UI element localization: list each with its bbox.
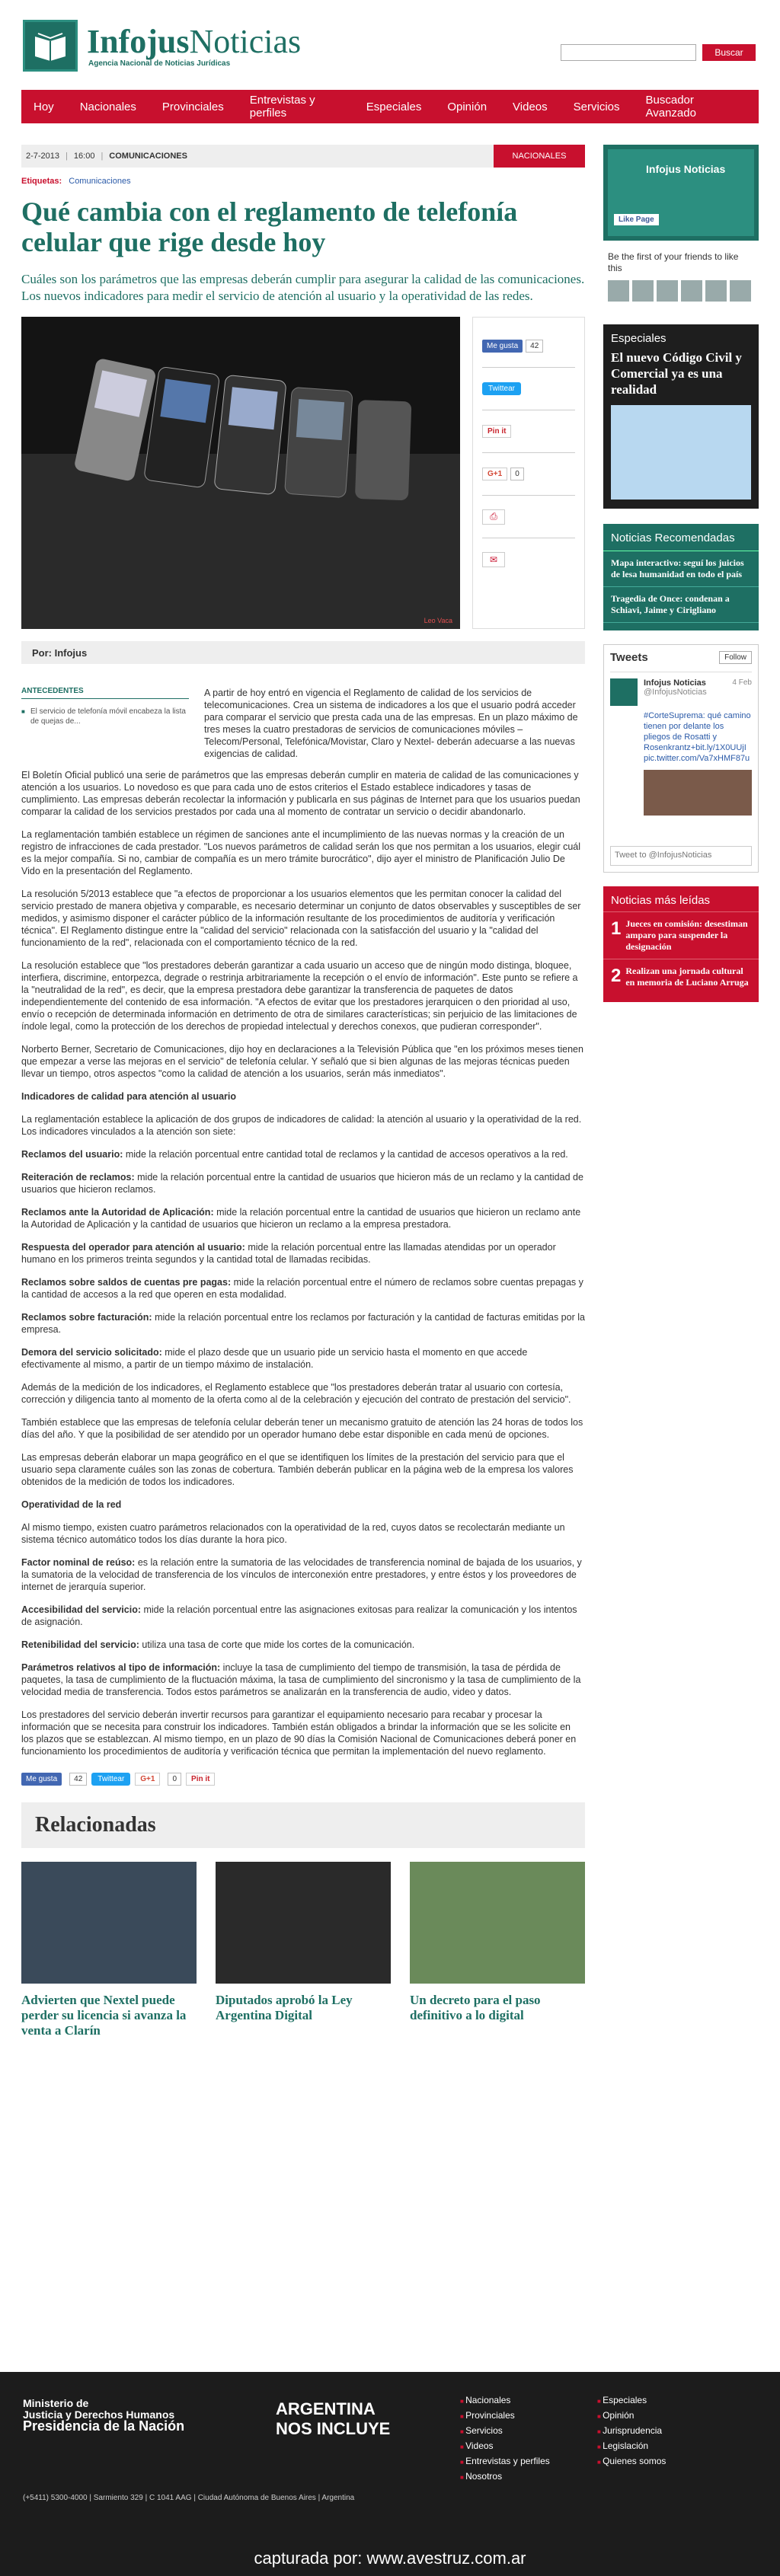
masleidas-header: Noticias más leídas (611, 894, 711, 907)
ministerio-line: Justicia y Derechos Humanos (23, 2408, 175, 2421)
main-content (21, 145, 585, 2038)
argentina-logo (276, 2399, 390, 2439)
masleida-title[interactable]: Jueces en comisión: desestiman amparo para suspender la designación (625, 918, 748, 952)
indicator-term: Reclamos del usuario: (21, 1149, 123, 1160)
capture-credit: capturada por: www.avestruz.com.ar (254, 2549, 526, 2568)
antecedentes-title: ANTECEDENTES (21, 687, 189, 699)
share-panel (472, 317, 585, 629)
tags-label: Etiquetas: (21, 177, 62, 186)
indicator-desc: mide la relación porcentual entre la cantidad de usuarios que hicieron más de un reclamo y la cantidad de usuarios que hicieron reclamos. (21, 1172, 583, 1195)
google-plus-count: 0 (168, 1773, 181, 1786)
google-plus-button[interactable]: G+1 (135, 1773, 160, 1786)
indicator-item (21, 1276, 585, 1301)
indicator-desc: mide la relación porcentual entre la cantidad de usuarios que hicieron un reclamo ante la Autoridad de Aplicación y la cantidad de usuarios que hicieron un reclamo a la empresa prestadora. (21, 1207, 581, 1230)
separator: | (101, 152, 104, 161)
masleida-title[interactable]: Realizan una jornada cultural en memoria de Luciano Arruga (625, 966, 749, 988)
article-subtitle: Cuáles son los parámetros que las empresas deberán cumplir para asegurar la calidad de las comunicaciones. Los nuevos indicadores para medir el servicio de atención al usuario y la operatividad de las redes. (21, 272, 585, 303)
twitter-share-button[interactable]: Twittear (482, 382, 521, 395)
indicator-item (21, 1206, 585, 1231)
footer-link[interactable]: ■ Quienes somos (597, 2456, 719, 2466)
recomendada-link[interactable]: Tragedia de Once: condenan a Schiavi, Jaime y Cirigliano (603, 587, 759, 623)
facebook-page-box[interactable] (603, 145, 759, 241)
article-section: COMUNICACIONES (109, 152, 187, 161)
ministerio-line: Presidencia de la Nación (23, 2418, 185, 2434)
masleida-rank: 2 (611, 966, 622, 986)
indicator-term: Reiteración de reclamos: (21, 1172, 135, 1183)
antecedentes-box (21, 687, 189, 760)
indicator-item (21, 1311, 585, 1336)
indicator-term: Parámetros relativos al tipo de información: (21, 1662, 221, 1673)
logo-title: InfojusNoticias (87, 22, 302, 60)
indicator-item (21, 1556, 585, 1593)
article-paragraph: Los prestadores del servicio deberán invertir recursos para garantizar el equipamiento necesario para recabar y procesar la información que se necesita para construir los indicadores. También están obligados a brindar la información que se les solicite en los plazos que se establezcan. Al mismo tiempo, en un plazo de 90 días la Comisión Nacional de Comunicaciones deberá poner en funcionamiento los procedimientos de auditoría y verificación técnica que permitan la implementación del nuevo reglamento. (21, 1709, 577, 1757)
indicator-term: Reclamos sobre saldos de cuentas pre pagas: (21, 1277, 232, 1288)
section-heading: Operatividad de la red (21, 1499, 122, 1510)
indicator-item (21, 1604, 585, 1628)
logo-subtitle: Agencia Nacional de Noticias Jurídicas (88, 59, 231, 68)
article-date: 2-7-2013 (26, 152, 60, 161)
recomendada-link[interactable]: Mapa interactivo: seguí los juicios de lesa humanidad en todo el país (603, 551, 759, 587)
facebook-friends (603, 280, 759, 302)
indicator-term: Factor nominal de reúso: (21, 1557, 136, 1568)
indicator-desc: mide el plazo desde que un usuario pide un servicio hasta el momento en que accede efectivamente al mismo, a partir de un tiempo máximo de instalación. (21, 1347, 528, 1370)
article-photo (21, 317, 460, 629)
indicator-item (21, 1639, 585, 1651)
indicator-item (21, 1171, 585, 1195)
tweets-title: Tweets (610, 651, 648, 664)
pinterest-button[interactable]: Pin it (186, 1773, 215, 1786)
nav-item[interactable]: Hoy (34, 100, 54, 113)
nav-item[interactable]: Provinciales (161, 100, 224, 113)
site-header (0, 0, 780, 87)
tag-link[interactable]: Comunicaciones (69, 177, 131, 186)
print-icon[interactable]: ⎙ (482, 509, 505, 525)
logo-book-icon (23, 20, 78, 72)
especiales-title[interactable]: El nuevo Código Civil y Comercial ya es una realidad (611, 350, 742, 397)
ministerio-logo[interactable] (23, 2398, 184, 2432)
indicator-desc: mide la relación porcentual entre los reclamos por facturación y la cantidad de facturas emitidas por la empresa. (21, 1312, 585, 1335)
tweet-to-input[interactable]: Tweet to @InfojusNoticias (610, 846, 752, 866)
related-grid (21, 1862, 585, 2038)
sidebar (603, 145, 759, 1002)
site-footer (0, 2372, 780, 2576)
footer-link[interactable]: ■ Provinciales (460, 2410, 597, 2421)
nav-item[interactable]: Opinión (447, 100, 488, 113)
footer-links (460, 2395, 719, 2482)
facebook-page-name: Infojus Noticias (646, 163, 726, 175)
antecedentes-link[interactable]: ■ El servicio de telefonía móvil encabeza la lista de quejas de... (21, 707, 189, 726)
tags-row (21, 177, 585, 186)
footer-link[interactable]: ■ Nosotros (460, 2471, 597, 2482)
related-image[interactable] (21, 1862, 197, 1984)
related-title[interactable]: Diputados aprobó la Ley Argentina Digital (216, 1993, 353, 2022)
indicator-item (21, 1241, 585, 1266)
tweet-author[interactable]: Infojus Noticias (644, 678, 706, 688)
indicator-item (21, 1346, 585, 1371)
avatar (730, 280, 751, 302)
tweet-text[interactable]: #CorteSuprema: qué camino tienen por delante los pliegos de Rosatti y Rosenkrantz+bit.ly/1X0UUjI pic.twitter.com/Va7xHMF87u (644, 711, 751, 763)
footer-link[interactable]: ■ Opinión (597, 2410, 719, 2421)
article-paragraph: El Boletín Oficial publicó una serie de parámetros que las empresas deberán cumplir en materia de calidad de las comunicaciones y atención a los usuarios. Lo novedoso es que para cada uno de estos criterios el Estado establece indicadores y tasas de cumplimiento. Las empresas deberán recolectar la información y publicarla en sus páginas de Internet para que los usuarios puedan comparar la calidad de los servicios prestados por cada una al momento de contratar un servicio o decidir abandonarlo. (21, 770, 580, 817)
article-paragraph: Norberto Berner, Secretario de Comunicaciones, dijo hoy en declaraciones a la Televisión Pública que "en los próximos meses tienen que empezar a verse las mejoras en el servicio" de telefonía celular. Y señaló que si bien algunas de las mejoras técnicas pueden llevar un tiempo, otros aspectos "como la calidad de atención a los usuarios, serán más inmediatos". (21, 1044, 583, 1079)
article-paragraph: Al mismo tiempo, existen cuatro parámetros relacionados con la operatividad de la red, cuyos datos se recolectarán mediante un sistema técnico automático todos los días durante la hora pico. (21, 1522, 565, 1545)
main-nav (21, 90, 759, 123)
recomendadas-header: Noticias Recomendadas (603, 524, 759, 551)
search-input[interactable] (561, 44, 696, 61)
footer-link[interactable]: ■ Videos (460, 2440, 597, 2451)
search-button[interactable]: Buscar (702, 44, 756, 61)
facebook-like-button[interactable]: Me gusta (21, 1773, 62, 1786)
nav-item[interactable]: Nacionales (79, 100, 136, 113)
related-image[interactable] (410, 1862, 585, 1984)
section-tag[interactable]: NACIONALES (494, 145, 585, 168)
indicator-desc: mide la relación porcentual entre el número de reclamos sobre cuentas prepagas y la cantidad de accesos a la red que operen en esta modalidad. (21, 1277, 583, 1300)
masleida-rank: 1 (611, 918, 622, 939)
related-item[interactable] (21, 1862, 197, 2038)
photo-credit: Leo Vaca (424, 617, 452, 624)
indicator-item (21, 1148, 585, 1160)
search-bar (561, 44, 756, 61)
article-body (21, 769, 585, 1757)
indicator-term: Respuesta del operador para atención al usuario: (21, 1242, 245, 1253)
twitter-widget (603, 644, 759, 873)
related-title[interactable]: Un decreto para el paso definitivo a lo digital (410, 1993, 541, 2022)
indicator-term: Accesibilidad del servicio: (21, 1604, 142, 1615)
google-plus-button[interactable]: G+1 (482, 468, 507, 480)
article-lead: A partir de hoy entró en vigencia el Reglamento de calidad de los servicios de telecomunicaciones. Crea un sistema de indicadores a los que el usuario podrá acceder para comparar el servicio que presta cada una de las empresas. En un plazo máximo de tres meses la cuatro prestadoras de servicios de comunicaciones móviles –Telecom/Personal, Telefónica/Movistar, Claro y Nextel- deberán adecuarse a las nuevas exigencias de calidad. (204, 688, 578, 759)
facebook-like-button[interactable]: Me gusta (482, 340, 523, 353)
article-paragraph: La resolución 5/2013 establece que "a efectos de proporcionar a los usuarios elementos que les permitan conocer la calidad del servicio prestado de manera objetiva y comparable, es necesario determinar un conjunto de datos observables y susceptibles de ser medidos, y asimismo disponer el carácter público de la información resultante de los procedimientos de auditoría y verificación técnica". El Reglamento distingue entre la "calidad del servicio" relacionada con la satisfacción del usuario y la "calidad del funcionamiento de la red", relacionada con el comportamiento técnico de la red. (21, 889, 581, 948)
nav-item[interactable]: Videos (513, 100, 548, 113)
related-item[interactable] (216, 1862, 391, 2038)
footer-link[interactable]: ■ Nacionales (460, 2395, 597, 2405)
nav-item[interactable]: Especiales (366, 100, 422, 113)
article-author: Por: Infojus (21, 641, 585, 664)
google-plus-count: 0 (510, 468, 524, 480)
especiales-box[interactable] (603, 324, 759, 509)
footer-link[interactable]: ■ Especiales (597, 2395, 719, 2405)
twitter-share-button[interactable]: Twittear (91, 1773, 130, 1786)
avatar (608, 280, 629, 302)
avatar (632, 280, 654, 302)
masleidas-box (603, 886, 759, 1002)
especiales-image[interactable] (611, 405, 751, 500)
indicator-desc: utiliza una tasa de corte que mide los cortes de la comunicación. (139, 1639, 415, 1650)
related-header: Relacionadas (21, 1802, 585, 1848)
related-image[interactable] (216, 1862, 391, 1984)
nav-item[interactable]: Buscador Avanzado (645, 94, 696, 120)
footer-link[interactable]: ■ Jurisprudencia (597, 2425, 719, 2436)
facebook-page-text: Be the first of your friends to like this (608, 251, 739, 273)
nav-item[interactable]: Servicios (573, 100, 620, 113)
tweet-handle: @InfojusNoticias (644, 688, 707, 697)
email-icon[interactable]: ✉ (482, 552, 505, 567)
site-logo[interactable] (23, 20, 301, 72)
facebook-like-page-button[interactable]: Like Page (614, 214, 659, 225)
pinterest-button[interactable]: Pin it (482, 425, 511, 438)
footer-link[interactable]: ■ Legislación (597, 2440, 719, 2451)
masleida-item[interactable] (603, 959, 759, 994)
indicator-desc: mide la relación porcentual entre cantidad total de reclamos y la cantidad de accesos operativos a la red. (123, 1149, 568, 1160)
article-paragraph: Las empresas deberán elaborar un mapa geográfico en el que se identifiquen los límites de la prestación del servicio para que el usuario sepa claramente cuáles son las zonas de cobertura. También deberán publicar en la página web de la empresa los valores obtenidos de la medición de todos los indicadores. (21, 1452, 574, 1487)
masleida-item[interactable] (603, 911, 759, 959)
indicator-item (21, 1661, 585, 1698)
ministerio-line: Ministerio de (23, 2397, 89, 2409)
footer-link[interactable]: ■ Servicios (460, 2425, 597, 2436)
especiales-header: Especiales (611, 332, 667, 345)
section-heading: Indicadores de calidad para atención al usuario (21, 1091, 237, 1102)
facebook-like-count: 42 (526, 340, 543, 353)
separator: | (66, 152, 68, 161)
article-paragraph: La reglamentación también establece un régimen de sanciones ante el incumplimiento de las nuevas normas y la creación de un registro de infracciones de cada prestador. "Los nuevos parámetros de calidad serán los que nos permitan a los usuarios, elegir cuál es la mejor compañía. Si no, cambiar de compañía es un mero trámite burocrático", dijo ayer el ministro de Planificación Julio De Vido en la presentación del Reglamento. (21, 829, 581, 876)
indicator-term: Reclamos sobre facturación: (21, 1312, 152, 1323)
indicator-desc: es la relación entre la sumatoria de las velocidades de transferencia nominal de bajada de los usuarios, y la sumatoria de la velocidad de transferencia de los vínculos de interconexión entre prestadores, y entre éstos y los proveedores de internet de jerarquía superior. (21, 1557, 582, 1592)
avatar (610, 678, 638, 706)
article-paragraph: La reglamentación establece la aplicación de dos grupos de indicadores de calidad: la atención al usuario y la operatividad de la red. Los indicadores vinculados a la atención son siete: (21, 1114, 582, 1137)
avatar (705, 280, 727, 302)
indicator-desc: incluye la tasa de cumplimiento del tiempo de transmisión, la tasa de pérdida de paquetes, la tasa de cumplimiento de la fluctuación máxima, la tasa de cumplimiento del sincronismo y la tasa de cumplimiento de la velocidad media de transferencia. Todos estos parámetros se analizarán en la transferencia de audio, video y datos. (21, 1662, 581, 1697)
nav-item[interactable]: Entrevistas y perfiles (249, 94, 315, 120)
article-infobar (21, 145, 585, 168)
twitter-follow-button[interactable]: Follow (719, 651, 752, 664)
recomendadas-box (603, 524, 759, 630)
indicator-desc: mide la relación porcentual entre las llamadas atendidas por un operador humano en los primeros treinta segundos y la cantidad total de llamadas recibidas. (21, 1242, 556, 1265)
avatar (681, 280, 702, 302)
indicator-desc: mide la relación porcentual entre las asignaciones exitosas para realizar la comunicación y los intentos de asignación. (21, 1604, 577, 1627)
tweet-date: 4 Feb (732, 678, 752, 687)
footer-link[interactable]: ■ Entrevistas y perfiles (460, 2456, 597, 2466)
argentina-line: NOS INCLUYE (276, 2419, 391, 2438)
article-paragraph: También establece que las empresas de telefonía celular deberán tener un mecanismo gratuito de atención las 24 horas de todos los días del año. Y que la posibilidad de ser atendido por un operador humano debe estar disponible en cada menú de opciones. (21, 1417, 583, 1440)
related-title[interactable]: Advierten que Nextel puede perder su licencia si avanza la venta a Clarín (21, 1993, 187, 2038)
argentina-line: ARGENTINA (276, 2399, 376, 2418)
indicator-term: Retenibilidad del servicio: (21, 1639, 139, 1650)
article-paragraph: La resolución establece que "los prestadores deberán garantizar a cada usuario un acceso que de ningún modo distinga, bloquee, interfiera, discrimine, entorpezca, degrade o restrinja arbitrariamente la recepción o el envío de información". Este punto se refiere a la "neutralidad de la red", es decir, que la empresa prestadora debe garantizar la transferencia de paquetes de datos independientemente del contenido de esa información. "A efectos de evitar que los prestadores jerarquicen o den prioridad al uso, envío o recepción de determinada información en detrimento de otra de similares características; sin perjuicio de las limitaciones de índole legal, como la protección de los derechos de propiedad intelectual y derechos conexos, que pudieran corresponder". (21, 960, 578, 1032)
tweet-image[interactable] (644, 770, 752, 816)
article-paragraph: Además de la medición de los indicadores, el Reglamento establece que "los prestadores deberán tratar al usuario con cortesía, corrección y diligencia tanto al momento de la oferta como al de la celebración y ejecución del contrato de prestación del servicio". (21, 1382, 571, 1405)
article-time: 16:00 (73, 152, 95, 161)
indicator-term: Reclamos ante la Autoridad de Aplicación: (21, 1207, 214, 1218)
indicator-term: Demora del servicio solicitado: (21, 1347, 162, 1358)
avatar (657, 280, 678, 302)
article-title: Qué cambia con el reglamento de telefonía celular que rige desde hoy (21, 196, 518, 257)
facebook-like-count: 42 (69, 1773, 87, 1786)
share-bottom (21, 1773, 585, 1786)
footer-address: (+5411) 5300-4000 | Sarmiento 329 | C 1041 AAG | Ciudad Autónoma de Buenos Aires | Argentina (23, 2494, 355, 2502)
related-item[interactable] (410, 1862, 585, 2038)
